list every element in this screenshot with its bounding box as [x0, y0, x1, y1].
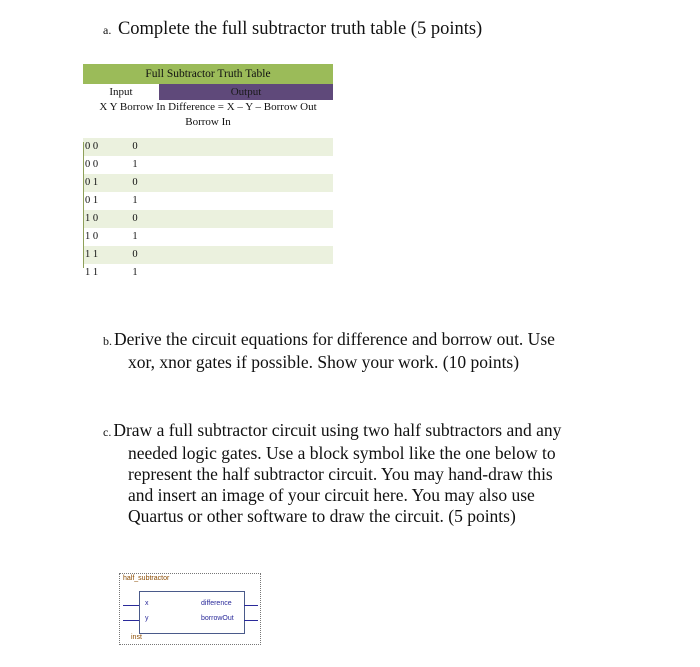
table-row	[83, 138, 333, 156]
cell-xy: 0 0	[85, 159, 99, 170]
cell-borrow-in: 0	[132, 141, 138, 152]
table-row	[83, 264, 333, 282]
table-row	[83, 192, 333, 210]
cell-borrow-in: 1	[132, 195, 138, 206]
half-subtractor-symbol	[119, 573, 261, 645]
question-c-line2: needed logic gates. Use a block symbol like the one below to	[128, 443, 556, 463]
table-left-border	[83, 142, 84, 268]
port-difference-label: difference	[201, 600, 232, 607]
question-a-text: Complete the full subtractor truth table (5 points)	[117, 19, 483, 39]
cell-output[interactable]	[155, 264, 333, 282]
cell-output[interactable]	[155, 210, 333, 228]
cell-output[interactable]	[155, 138, 333, 156]
input-group-label: Input	[109, 86, 133, 98]
question-c-line1: Draw a full subtractor circuit using two half subtractors and any	[113, 420, 562, 440]
table-row	[83, 156, 333, 174]
truth-table	[83, 64, 333, 282]
cell-xy: 1 0	[85, 213, 99, 224]
cell-borrow-in: 0	[132, 213, 138, 224]
cell-borrow-in: 1	[132, 267, 138, 278]
symbol-name: half_subtractor	[123, 575, 170, 582]
cell-borrow-in: 1	[132, 231, 138, 242]
cell-output[interactable]	[155, 174, 333, 192]
cell-xy: 1 0	[85, 231, 99, 242]
input-x-wire	[123, 605, 139, 606]
question-a-letter: a.	[103, 23, 112, 37]
column-header-line1: X Y Borrow In Difference = X – Y – Borrow Out	[99, 101, 317, 113]
table-row	[83, 174, 333, 192]
question-b-line2: xor, xnor gates if possible. Show your work. (10 points)	[128, 352, 520, 372]
question-b-letter: b.	[103, 334, 112, 348]
question-b-line1: Derive the circuit equations for difference and borrow out. Use	[114, 329, 555, 349]
cell-xy: 0 1	[85, 177, 99, 188]
table-row	[83, 210, 333, 228]
truth-table-group-header	[83, 84, 333, 100]
port-y-label: y	[145, 615, 149, 622]
cell-output[interactable]	[155, 228, 333, 246]
port-borrowout-label: borrowOut	[201, 615, 234, 622]
question-c-line3: represent the half subtractor circuit. You may hand-draw this	[128, 464, 553, 484]
question-a	[103, 18, 482, 41]
truth-table-title: Full Subtractor Truth Table	[83, 64, 333, 84]
cell-output[interactable]	[155, 246, 333, 264]
truth-table-body	[83, 138, 333, 282]
question-c-letter: c.	[103, 425, 112, 439]
output-group-label: Output	[159, 84, 333, 100]
cell-xy: 1 1	[85, 249, 99, 260]
cell-xy: 0 1	[85, 195, 99, 206]
question-c-line5: Quartus or other software to draw the circuit. (5 points)	[128, 506, 516, 526]
output-difference-wire	[244, 605, 258, 606]
column-header-line2: Borrow In	[185, 116, 231, 128]
cell-borrow-in: 0	[132, 249, 138, 260]
cell-output[interactable]	[155, 192, 333, 210]
cell-xy: 1 1	[85, 267, 99, 278]
output-borrow-wire	[244, 620, 258, 621]
symbol-body	[139, 591, 245, 634]
instance-label: inst	[131, 634, 142, 641]
cell-borrow-in: 1	[132, 159, 138, 170]
cell-borrow-in: 0	[132, 177, 138, 188]
cell-output[interactable]	[155, 156, 333, 174]
table-row	[83, 246, 333, 264]
table-row	[83, 228, 333, 246]
cell-xy: 0 0	[85, 141, 99, 152]
question-b	[103, 329, 555, 373]
question-c	[103, 420, 561, 527]
port-x-label: x	[145, 600, 149, 607]
question-c-line4: and insert an image of your circuit here. You may also use	[128, 485, 535, 505]
input-y-wire	[123, 620, 139, 621]
